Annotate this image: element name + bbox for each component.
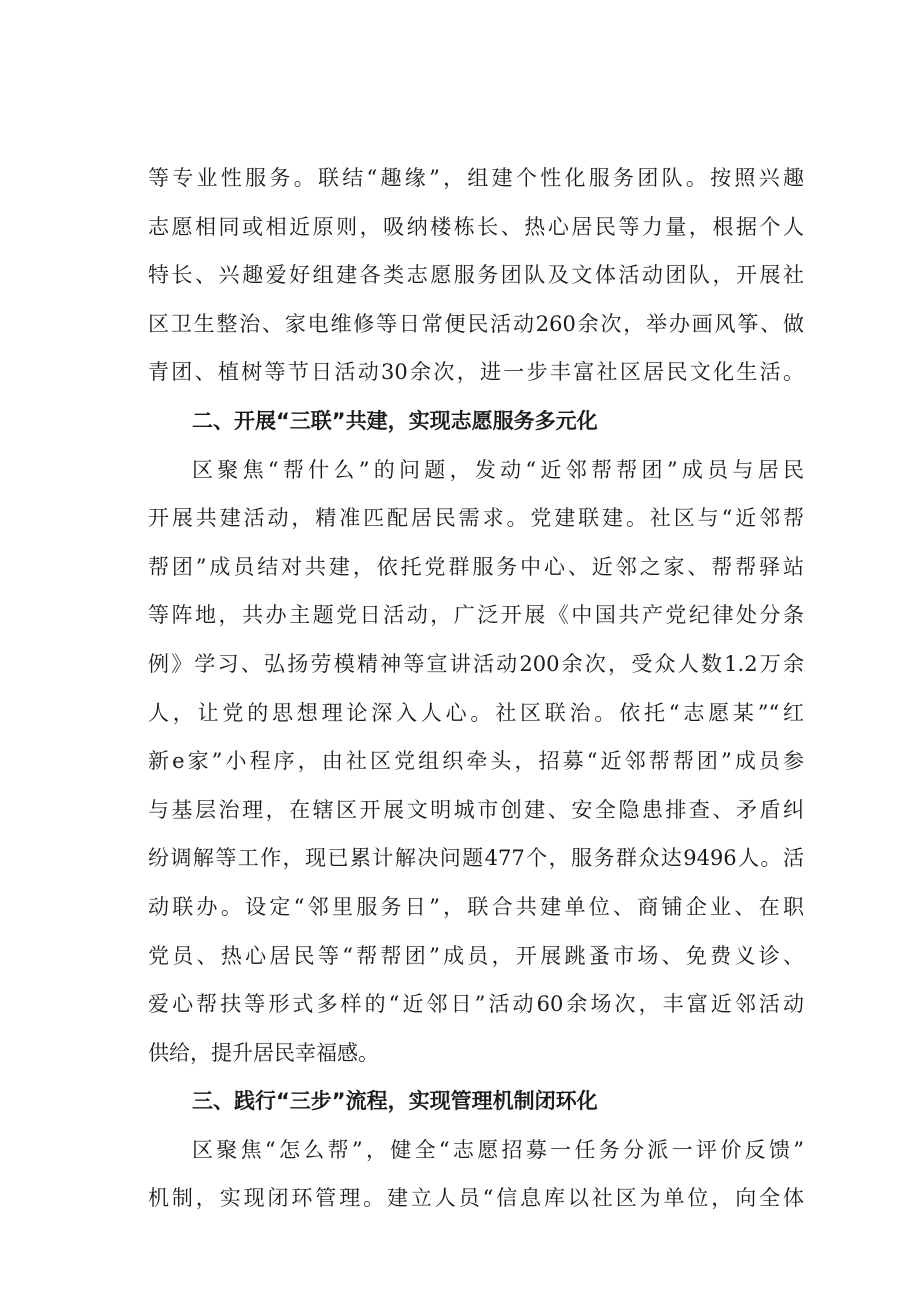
paragraph-line: 例》学习、弘扬劳模精神等宣讲活动200余次，受众人数1.2万余 [148, 651, 804, 676]
paragraph-line: 机制，实现闭环管理。建立人员“信息库以社区为单位，向全体 [148, 1186, 804, 1211]
section-heading-2: 二、开展“三联”共建，实现志愿服务多元化 [192, 408, 598, 433]
paragraph-line: 供给，提升居民幸福感。 [148, 1040, 379, 1065]
paragraph-line: 帮团”成员结对共建，依托党群服务中心、近邻之家、帮帮驿站 [148, 554, 804, 579]
paragraph-line: 等专业性服务。联结“趣缘”，组建个性化服务团队。按照兴趣 [148, 166, 804, 190]
paragraph-line: 开展共建活动，精准匹配居民需求。党建联建。社区与“近邻帮 [148, 506, 804, 531]
paragraph-line: 新e家”小程序，由社区党组织牵头，招募“近邻帮帮团”成员参 [148, 749, 804, 774]
paragraph-line: 特长、兴趣爱好组建各类志愿服务团队及文体活动团队，开展社 [148, 263, 804, 288]
paragraph-line: 青团、植树等节日活动30余次，进一步丰富社区居民文化生活。 [148, 360, 804, 385]
paragraph-line: 区聚焦“怎么帮”，健全“志愿招募一任务分派一评价反馈” [192, 1137, 804, 1162]
paragraph-line: 区卫生整治、家电维修等日常便民活动260余次，举办画风筝、做 [148, 311, 804, 336]
paragraph-line: 爱心帮扶等形式多样的“近邻日”活动60余场次，丰富近邻活动 [148, 992, 804, 1017]
paragraph-line: 志愿相同或相近原则，吸纳楼栋长、热心居民等力量，根据个人 [148, 214, 804, 239]
paragraph-line: 人，让党的思想理论深入人心。社区联治。依托“志愿某”“红 [148, 700, 804, 725]
paragraph-line: 区聚焦“帮什么”的问题，发动“近邻帮帮团”成员与居民 [192, 457, 804, 482]
section-heading-3: 三、践行“三步”流程，实现管理机制闭环化 [192, 1089, 598, 1114]
paragraph-line: 纷调解等工作，现已累计解决问题477个，服务群众达9496人。活 [148, 846, 804, 871]
paragraph-line: 党员、热心居民等“帮帮团”成员，开展跳蚤市场、免费义诊、 [148, 943, 804, 968]
paragraph-line: 动联办。设定“邻里服务日”，联合共建单位、商铺企业、在职 [148, 894, 804, 919]
paragraph-line: 与基层治理，在辖区开展文明城市创建、安全隐患排查、矛盾纠 [148, 797, 804, 822]
paragraph-line: 等阵地，共办主题党日活动，广泛开展《中国共产党纪律处分条 [148, 603, 804, 628]
document-body [148, 154, 804, 1223]
